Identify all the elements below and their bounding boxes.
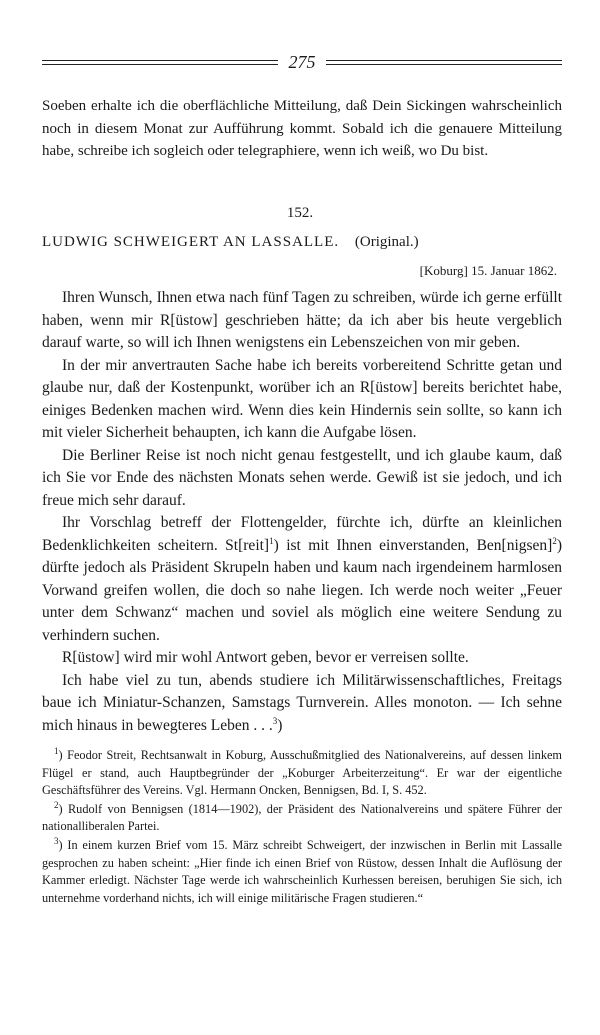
footnote <box>42 837 562 907</box>
letter-paragraph: In der mir anvertrauten Sache habe ich bereits vorbereitend Schritte getan und glaube nur, daß der Kostenpunkt, worüber ich an R[üstow] bereits berichtet habe, einiges Bedenken machen wird. Wenn dies kein Hindernis sein sollte, so kann ich mit vieler Sicherheit behaupten, ich kann die Aufgabe lösen. <box>42 356 562 441</box>
letter-paragraph <box>42 670 562 738</box>
letter-heading <box>42 232 562 252</box>
footnote-text: ) Rudolf von Bennigsen (1814—1902), der Präsident des Nationalvereins und spätere Führer der nationalliberalen Partei. <box>42 801 562 834</box>
footnote-text: ) In einem kurzen Brief vom 15. März schreibt Schweigert, der inzwischen in Berlin mit Lassalle gesprochen zu haben scheint: „Hier finde ich einen Brief von Rüstow, dessen Inhalt die Auflösung der Kammer erledigt. Nächster Tage werde ich wahrscheinlich Kurhessen bereisen, beruhigen Sie sich, ich unternehme vorderhand nichts, ich will einige militärische Fragen studieren.“ <box>42 837 562 905</box>
letter-title: LUDWIG SCHWEIGERT AN LASSALLE. <box>42 234 340 250</box>
letter-paragraph: Ihren Wunsch, Ihnen etwa nach fünf Tagen zu schreiben, würde ich gerne erfüllt haben, wenn mir R[üstow] geschrieben hätte; da ich aber bis heute vergeblich darauf warte, so will ich Ihnen wenigstens ein Lebenszeichen von mir geben. <box>42 289 562 351</box>
footnote-mark: 2 <box>54 799 59 810</box>
footnote-mark: 3 <box>54 835 59 846</box>
letter-paragraph: R[üstow] wird mir wohl Antwort geben, bevor er verreisen sollte. <box>62 649 469 666</box>
footnote-ref: 2 <box>552 535 557 546</box>
paragraph-text: Ich habe viel zu tun, abends studiere ich Militärwissenschaftliches, Freitags baue ich Miniatur-Schanzen, Samstags Turnverein. Alles monoton. — Ich sehne mich hinaus in bewegteres Leben . . . <box>42 671 562 734</box>
paragraph-text: ) ist mit Ihnen einverstanden, Ben[nigsen] <box>273 536 553 554</box>
page-header <box>42 50 562 74</box>
paragraph-text: ) dürfte jedoch als Präsident Skrupeln haben und kaum nach irgendeinem harmlosen Vorwand greifen wollen, die doch so nahe liegen. Ich werde noch weiter „Feuer unter dem Schwanz“ machen und soviel als möglich eine weitere Sendung zu verhindern suchen. <box>42 536 562 644</box>
header-rule-right <box>326 60 562 65</box>
footnote-mark: 1 <box>54 745 59 756</box>
paragraph-text: Ihr Vorschlag betreff der Flottengelder, fürchte ich, dürfte an kleinlichen Bedenklichkeiten scheitern. St[reit] <box>42 514 562 554</box>
footnote-ref: 1 <box>269 535 274 546</box>
letter-source-note: (Original.) <box>354 234 419 250</box>
footnote <box>42 801 562 836</box>
page-number: 275 <box>288 52 316 72</box>
paragraph-text: ) <box>277 716 283 734</box>
footnotes <box>42 747 562 908</box>
letter-paragraph <box>42 512 562 647</box>
letter-dateline: [Koburg] 15. Januar 1862. <box>419 263 557 278</box>
footnote <box>42 747 562 800</box>
letter-paragraph: Die Berliner Reise ist noch nicht genau festgestellt, und ich glaube kaum, daß ich Sie vor Ende des nächsten Monats sehen werde. Gewiß ist sie jedoch, und ich freue mich sehr darauf. <box>42 446 562 509</box>
intro-paragraph: Soeben erhalte ich die oberflächliche Mitteilung, daß Dein Sickingen wahrscheinlich noch in diesem Monat zur Aufführung kommt. Sobald ich die genauere Mitteilung habe, schreibe ich sogleich oder telegraphiere, wenn ich weiß, wo Du bist. <box>42 98 562 159</box>
footnote-ref: 3 <box>272 715 278 726</box>
letter-number: 152. <box>286 205 314 221</box>
footnote-text: ) Feodor Streit, Rechtsanwalt in Koburg, Ausschußmitglied des Nationalvereins, auf dessen linkem Flügel er stand, auch Hauptbegründer der „Koburger Arbeiterzeitung“. Er war der eigentliche Geschäftsführer des Vereins. Vgl. Hermann Oncken, Bennigsen, Bd. I, S. 452. <box>42 748 562 798</box>
letter-body <box>42 287 562 737</box>
